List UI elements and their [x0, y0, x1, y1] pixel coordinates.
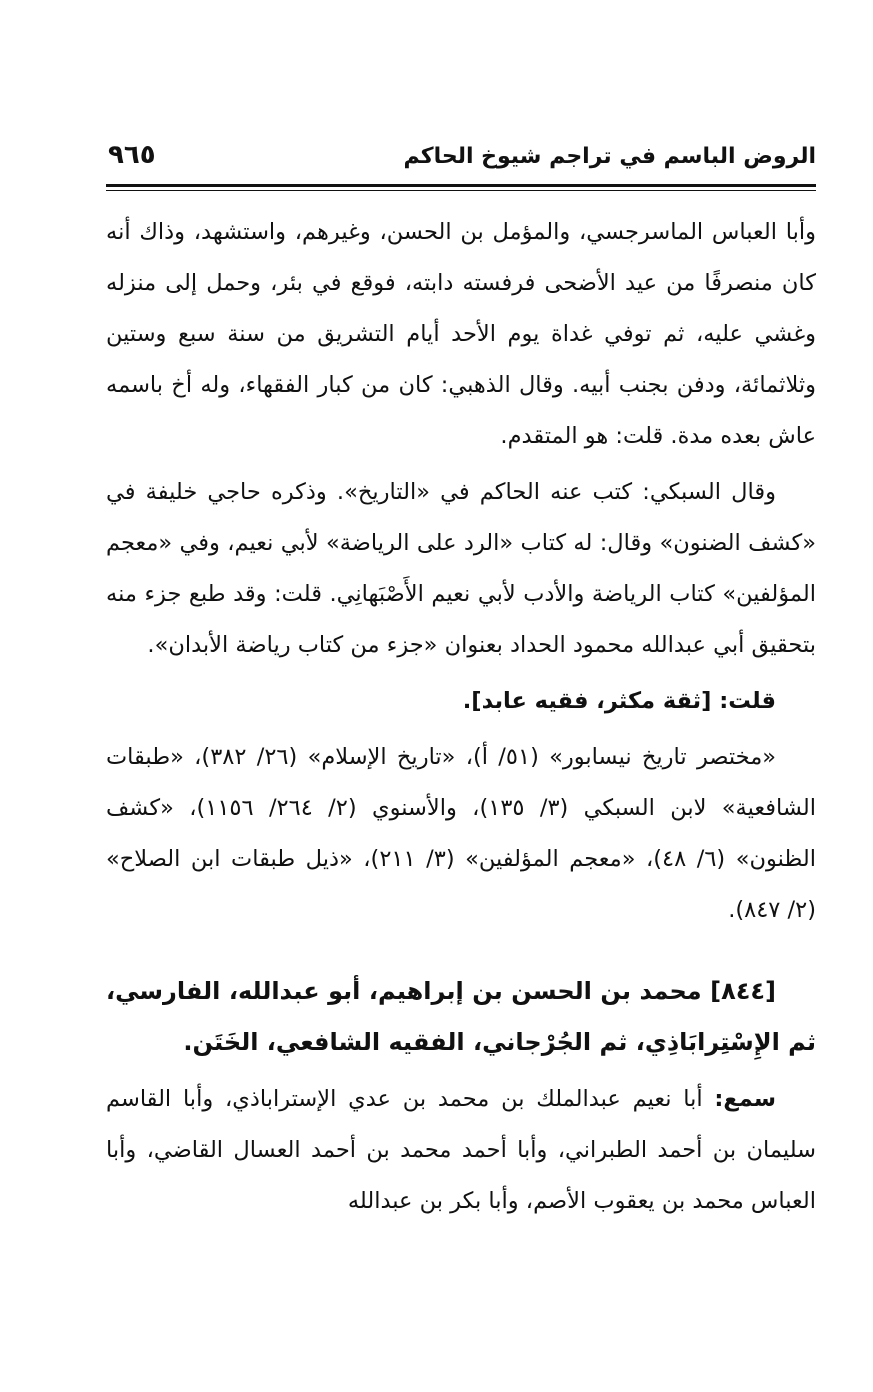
page-number: ٩٦٥ [108, 140, 156, 170]
entry-heading-844: [٨٤٤] محمد بن الحسن بن إبراهيم، أبو عبدالله، الفارسي، ثم الإِسْتِرابَاذِي، ثم الجُرْجاني، الفقيه الشافعي، الخَتَن. [106, 977, 816, 1056]
paragraph-heard [106, 1074, 816, 1227]
paragraph-continuation: وأبا العباس الماسرجسي، والمؤمل بن الحسن، وغيرهم، واستشهد، وذاك أنه كان منصرفًا من عيد الأضحى فرفسته دابته، فوقع في بئر، وحمل إلى منزله وغشي عليه، ثم توفي غداة يوم الأحد أيام التشريق من سنة سبع وستين وثلاثمائة، ودفن بجنب أبيه. وقال الذهبي: كان من كبار الفقهاء، وله أخ باسمه عاش بعده مدة. قلت: هو المتقدم. [106, 219, 816, 449]
heard-text: أبا نعيم عبدالملك بن محمد بن عدي الإستراباذي، وأبا القاسم سليمان بن أحمد الطبراني، وأبا أحمد محمد بن أحمد العسال القاضي، وأبا العباس محمد بن يعقوب الأصم، وأبا بكر بن عبدالله [106, 1086, 816, 1214]
verdict-line [106, 676, 816, 727]
verdict-text: [ثقة مكثر، فقيه عابد]. [462, 688, 712, 714]
header-rule-thin [106, 190, 816, 191]
running-header [106, 138, 816, 184]
page-body [106, 207, 816, 1227]
book-title: الروض الباسم في تراجم شيوخ الحاكم [403, 144, 816, 169]
sources-list: «مختصر تاريخ نيسابور» (٥١/ أ)، «تاريخ الإسلام» (٢٦/ ٣٨٢)، «طبقات الشافعية» لابن السبكي (٣/ ١٣٥)، والأسنوي (٢/ ٢٦٤/ ١١٥٦)، «كشف الظنون» (٦/ ٤٨)، «معجم المؤلفين» (٣/ ٢١١)، «ذيل طبقات ابن الصلاح» (٢/ ٨٤٧). [106, 744, 817, 923]
paragraph-subki: وقال السبكي: كتب عنه الحاكم في «التاريخ». وذكره حاجي خليفة في «كشف الضنون» وقال: له كتاب «الرد على الرياضة» لأبي نعيم، وفي «معجم المؤلفين» كتاب الرياضة والأدب لأبي نعيم الأَصْبَهانِي. قلت: وقد طبع جزء منه بتحقيق أبي عبدالله محمود الحداد بعنوان «جزء من كتاب رياضة الأبدان». [106, 479, 816, 658]
verdict-label: قلت: [719, 688, 776, 714]
heard-label: سمع: [714, 1086, 776, 1112]
book-page [106, 138, 816, 1232]
header-rule-thick [106, 184, 816, 187]
